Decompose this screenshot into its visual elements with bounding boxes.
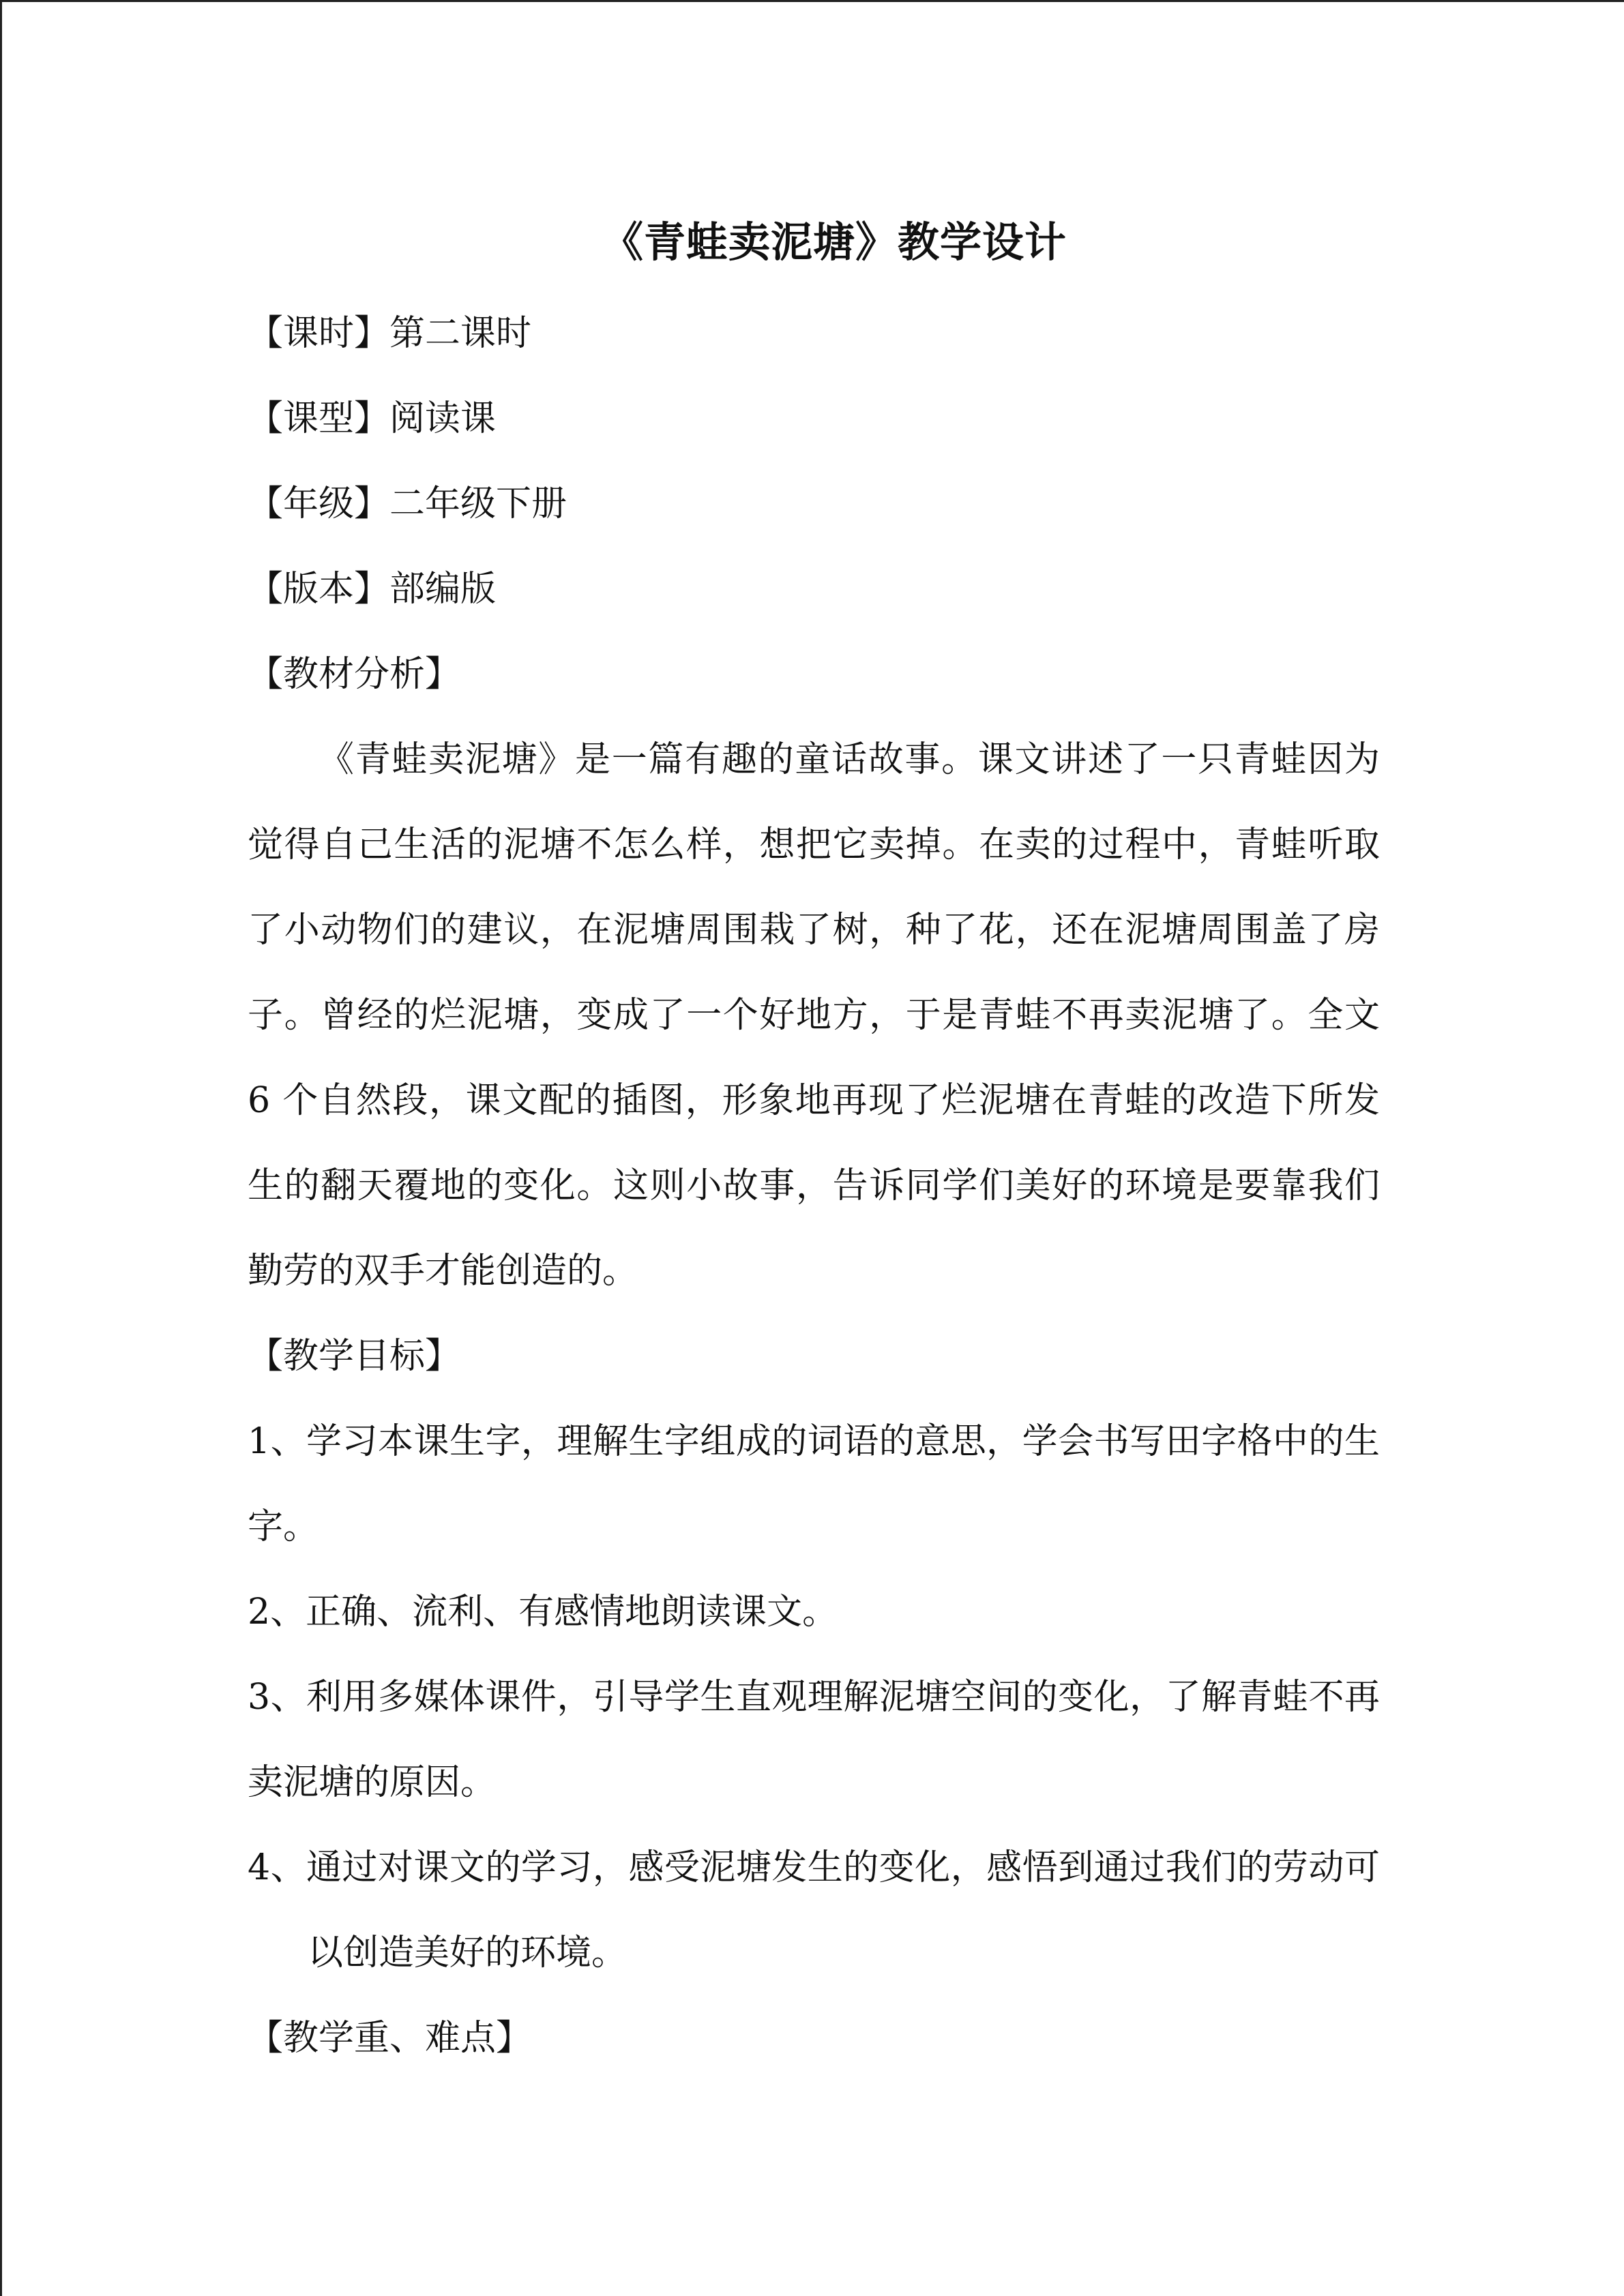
document-title: 《青蛙卖泥塘》教学设计 [601,218,1067,267]
goal-item-1: 1、学习本课生字，理解生字组成的词语的意思，学会书写田字格中的生字。 [248,1421,1380,1547]
goal-item-3: 3、利用多媒体课件，引导学生直观理解泥塘空间的变化，了解青蛙不再卖泥塘的原因。 [248,1677,1380,1803]
meta-grade [248,462,1380,547]
analysis-heading: 【教材分析】 [248,654,461,695]
meta-label: 【版本】 [248,569,390,610]
meta-label: 【年级】 [248,483,390,524]
meta-label: 【课时】 [248,313,390,354]
meta-value: 阅读课 [389,398,497,439]
meta-lesson-time [248,291,1380,376]
meta-value: 二年级下册 [389,483,567,524]
meta-lesson-type [248,376,1380,462]
analysis-paragraph: 《青蛙卖泥塘》是一篇有趣的童话故事。课文讲述了一只青蛙因为觉得自己生活的泥塘不怎么样，想把它卖掉。在卖的过程中，青蛙听取了小动物们的建议，在泥塘周围栽了树，种了花，还在泥塘周围盖了房子。曾经的烂泥塘，变成了一个好地方，于是青蛙不再卖泥塘了。全文 6 个自然段，课文配的插图，形象地再现了烂泥塘在青蛙的改造下所发生的翻天覆地的变化。这则小故事，告诉同学们美好的环境是要靠我们勤劳的双手才能创造的。 [248,739,1380,1292]
meta-value: 第二课时 [389,313,532,354]
document-body [248,205,1380,2081]
goals-heading: 【教学目标】 [248,1336,461,1377]
goal-item-2: 2、正确、流利、有感情地朗读课文。 [248,1592,838,1632]
key-points-heading: 【教学重、难点】 [248,2018,532,2059]
meta-value: 部编版 [389,569,497,610]
meta-edition [248,547,1380,632]
meta-label: 【课型】 [248,398,390,439]
goal-item-4: 4、通过对课文的学习，感受泥塘发生的变化，感悟到通过我们的劳动可以创造美好的环境。 [248,1847,1380,1973]
